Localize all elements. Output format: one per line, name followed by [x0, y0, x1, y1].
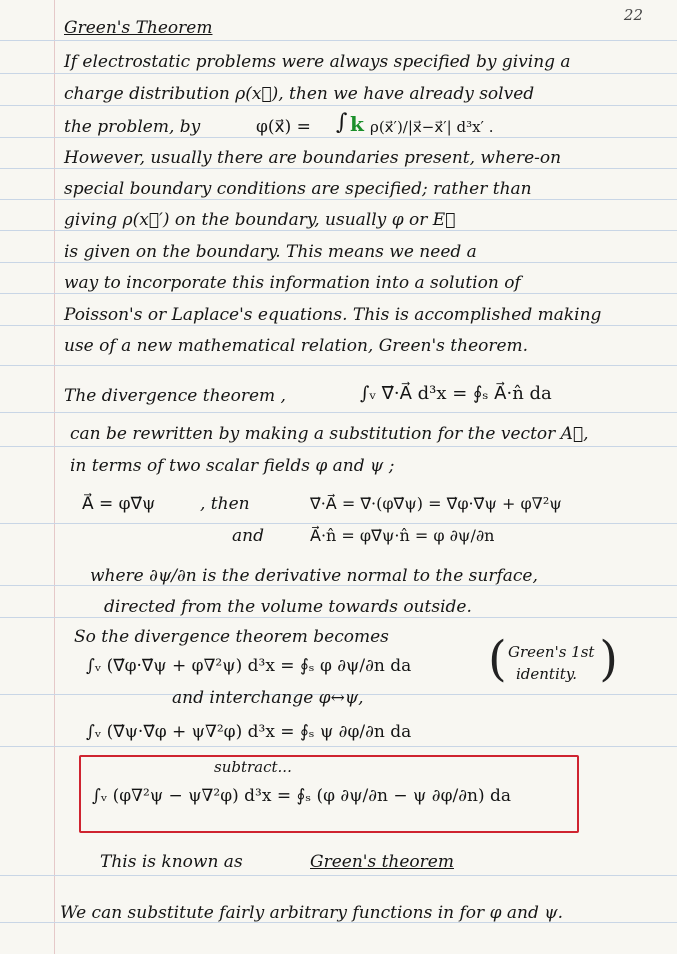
substitution-eq1: ∇⃗·A⃗ = ∇⃗·(φ∇⃗ψ) = ∇⃗φ·∇⃗ψ + φ∇²ψ: [310, 494, 562, 513]
ruled-line: [0, 73, 677, 74]
potential-formula-lhs: φ(x⃗) =: [256, 117, 311, 137]
paragraph1-line2: charge distribution ρ(x⃗), then we have already solved: [64, 84, 535, 104]
paragraph2-line6: Poisson's or Laplace's equations. This is accomplished making: [64, 305, 602, 325]
integral-sign: ∫: [336, 110, 348, 135]
where-line2: directed from the volume towards outside.: [104, 597, 472, 617]
substitution-then: , then: [200, 494, 250, 514]
subtract-text: subtract...: [214, 758, 292, 776]
ruled-line: [0, 446, 677, 447]
ruled-line: [0, 40, 677, 41]
green-first-note-line1: Green's 1st: [508, 643, 595, 661]
ruled-line: [0, 199, 677, 200]
closing-text: We can substitute fairly arbitrary functions in for φ and ψ.: [60, 903, 563, 923]
rewrite-line1: can be rewritten by making a substitution for the vector A⃗,: [70, 424, 589, 444]
potential-formula-rhs: ρ(x⃗′)/|x⃗−x⃗′| d³x′ .: [370, 118, 494, 136]
paragraph1-line3: the problem, by: [64, 117, 201, 137]
paragraph2-line3: giving ρ(x⃗′) on the boundary, usually φ or E⃗: [64, 210, 456, 230]
where-line3: So the divergence theorem becomes: [74, 627, 389, 647]
substitution-eq2: A⃗·n̂ = φ∇⃗ψ·n̂ = φ ∂ψ/∂n: [310, 526, 495, 545]
interchange-text: and interchange φ↔ψ,: [172, 688, 364, 708]
ruled-line: [0, 325, 677, 326]
ruled-line: [0, 412, 677, 413]
paragraph2-line2: special boundary conditions are specified; rather than: [64, 179, 532, 199]
ruled-line: [0, 365, 677, 366]
divergence-label: The divergence theorem ,: [64, 386, 286, 406]
ruled-line: [0, 168, 677, 169]
paragraph2-line5: way to incorporate this information into a solution of: [64, 273, 521, 293]
ruled-line: [0, 262, 677, 263]
paragraph2-line1: However, usually there are boundaries present, where-on: [64, 148, 562, 168]
ruled-line: [0, 746, 677, 747]
green-first-swapped-eq: ∫ᵥ (∇⃗ψ·∇⃗φ + ψ∇²φ) d³x = ∮ₛ ψ ∂φ/∂n da: [86, 722, 412, 742]
left-paren: (: [488, 631, 507, 687]
green-first-note: [488, 631, 618, 687]
page-title: Green's Theorem: [64, 18, 213, 38]
green-first-identity-eq: ∫ᵥ (∇⃗φ·∇⃗ψ + φ∇²ψ) d³x = ∮ₛ φ ∂ψ/∂n da: [86, 656, 412, 676]
paragraph2-line7: use of a new mathematical relation, Green's theorem.: [64, 336, 529, 356]
ruled-line: [0, 875, 677, 876]
substitution-lhs: A⃗ = φ∇⃗ψ: [82, 494, 156, 514]
margin-line: [54, 0, 55, 954]
ruled-line: [0, 230, 677, 231]
ruled-line: [0, 137, 677, 138]
substitution-and: and: [232, 526, 264, 546]
ruled-line: [0, 105, 677, 106]
green-first-note-line2: identity.: [516, 665, 578, 683]
green-theorem-name: Green's theorem: [310, 852, 454, 872]
right-paren: ): [599, 631, 618, 687]
paragraph1-line1: If electrostatic problems were always specified by giving a: [64, 52, 571, 72]
divergence-equation: ∫ᵥ ∇⃗·A⃗ d³x = ∮ₛ A⃗·n̂ da: [360, 383, 552, 404]
where-line1: where ∂ψ/∂n is the derivative normal to the surface,: [90, 566, 538, 586]
ruled-line: [0, 523, 677, 524]
page-number: 22: [623, 6, 643, 24]
ruled-line: [0, 617, 677, 618]
ruled-line: [0, 293, 677, 294]
paragraph2-line4: is given on the boundary. This means we need a: [64, 242, 477, 262]
known-as-text: This is known as: [100, 852, 243, 872]
constant-k: k: [350, 112, 364, 136]
rewrite-line2: in terms of two scalar fields φ and ψ ;: [70, 456, 395, 476]
green-theorem-eq: ∫ᵥ (φ∇²ψ − ψ∇²φ) d³x = ∮ₛ (φ ∂ψ/∂n − ψ ∂φ/∂n) da: [92, 786, 512, 806]
